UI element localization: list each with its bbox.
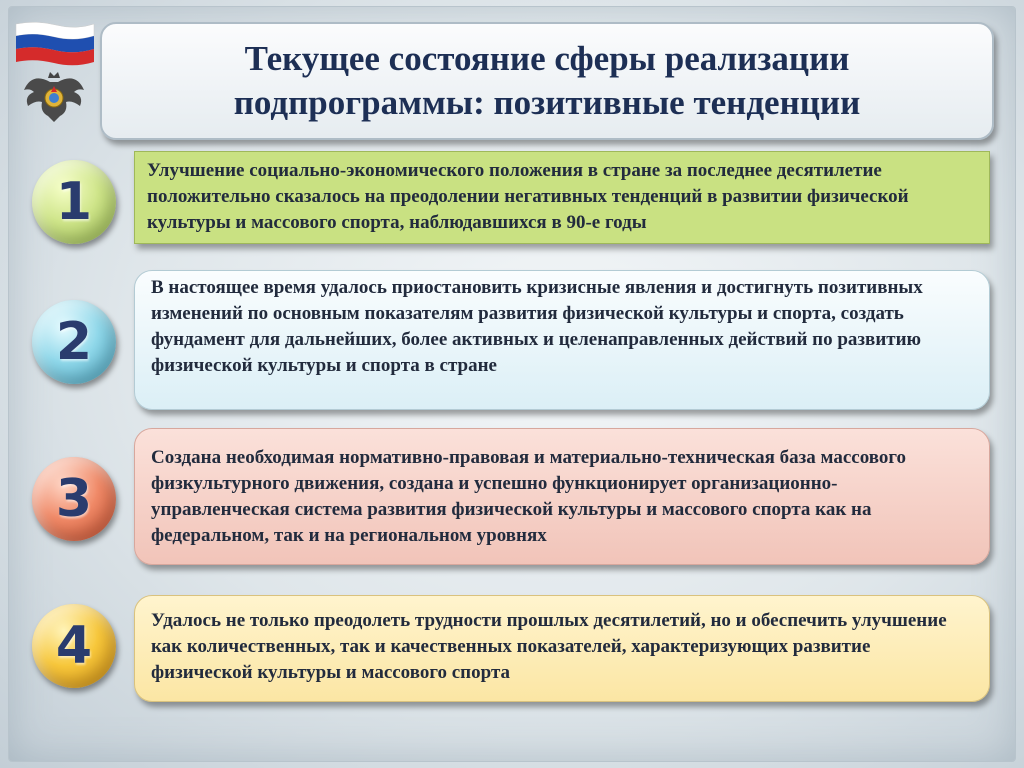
item-text-2: В настоящее время удалось приостановить кризисные явления и достигнуть позитивных изменений по основным показателям развития физической культуры и спорта, создать фундамент для дальнейших, более активных и целенаправленных действий по развитию физической культуры и спорта в стране: [134, 270, 990, 410]
item-number-1: 1: [32, 160, 116, 244]
item-number-2: 2: [32, 300, 116, 384]
item-number-3: 3: [32, 457, 116, 541]
item-text-3: Создана необходимая нормативно-правовая и материально-техническая база массового физкультурного движения, создана и успешно функционирует организационно-управленческая система развития физической культуры и массового спорта как на федеральном, так и на региональном уровнях: [134, 428, 990, 565]
item-text-1: Улучшение социально-экономического положения в стране за последнее десятилетие положительно сказалось на преодолении негативных тенденций в развитии физической культуры и массового спорта, наблюдавшихся в 90-е годы: [134, 151, 990, 244]
title-box: [100, 22, 994, 140]
item-number-4: 4: [32, 604, 116, 688]
page-title: Текущее состояние сферы реализации подпрограммы: позитивные тенденции: [233, 39, 861, 122]
item-text-4: Удалось не только преодолеть трудности прошлых десятилетий, но и обеспечить улучшение как количественных, так и качественных показателей, характеризующих развитие физической культуры и массового спорта: [134, 595, 990, 702]
russian-flag-and-emblem-icon: [12, 18, 96, 130]
